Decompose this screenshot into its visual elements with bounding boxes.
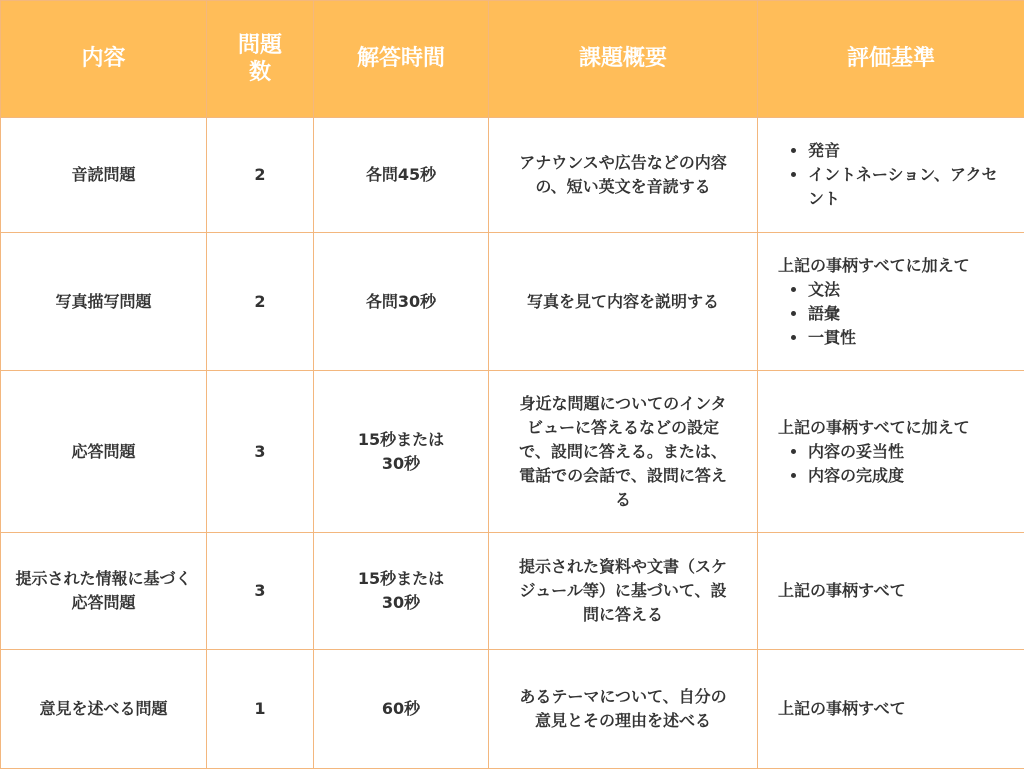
criteria-intro: 上記の事柄すべて — [778, 579, 1012, 603]
criteria-intro: 上記の事柄すべてに加えて — [778, 416, 1012, 440]
row-summary: アナウンスや広告などの内容の、短い英文を音読する — [489, 118, 758, 233]
header-criteria: 評価基準 — [758, 1, 1024, 118]
criteria-item: • イントネーション、アクセント — [808, 163, 1012, 211]
row-time — [314, 371, 489, 533]
criteria-item: • 発音 — [808, 139, 1012, 163]
table-row — [1, 533, 1024, 650]
row-criteria — [758, 371, 1024, 533]
row-content: 写真描写問題 — [1, 233, 207, 371]
row-count: 3 — [207, 533, 314, 650]
criteria-list — [778, 278, 1012, 350]
row-summary: 身近な問題についてのインタビューに答えるなどの設定で、設問に答える。または、電話での会話で、設問に答える — [489, 371, 758, 533]
criteria-list — [778, 440, 1012, 488]
table-row — [1, 650, 1024, 769]
header-task-summary: 課題概要 — [489, 1, 758, 118]
criteria-item: • 文法 — [808, 278, 1012, 302]
row-time: 各問45秒 — [314, 118, 489, 233]
criteria-item: • 一貫性 — [808, 326, 1012, 350]
row-count: 3 — [207, 371, 314, 533]
criteria-item: • 語彙 — [808, 302, 1012, 326]
header-question-count — [207, 1, 314, 118]
row-content: 意見を述べる問題 — [1, 650, 207, 769]
row-content: 音読問題 — [1, 118, 207, 233]
row-summary: あるテーマについて、自分の意見とその理由を述べる — [489, 650, 758, 769]
row-criteria — [758, 533, 1024, 650]
header-row — [1, 1, 1024, 118]
row-time: 各問30秒 — [314, 233, 489, 371]
header-answer-time: 解答時間 — [314, 1, 489, 118]
row-summary: 提示された資料や文書（スケジュール等）に基づいて、設問に答える — [489, 533, 758, 650]
criteria-item: • 内容の妥当性 — [808, 440, 1012, 464]
row-time: 60秒 — [314, 650, 489, 769]
table-row — [1, 233, 1024, 371]
header-question-count-label: 問題数 — [232, 32, 288, 87]
row-time — [314, 533, 489, 650]
criteria-item: • 内容の完成度 — [808, 464, 1012, 488]
row-criteria — [758, 233, 1024, 371]
table-row — [1, 118, 1024, 233]
row-count: 2 — [207, 118, 314, 233]
header-content: 内容 — [1, 1, 207, 118]
row-summary: 写真を見て内容を説明する — [489, 233, 758, 371]
row-content: 提示された情報に基づく応答問題 — [1, 533, 207, 650]
row-content: 応答問題 — [1, 371, 207, 533]
criteria-intro: 上記の事柄すべてに加えて — [778, 254, 1012, 278]
row-criteria — [758, 650, 1024, 769]
row-criteria — [758, 118, 1024, 233]
criteria-intro: 上記の事柄すべて — [778, 697, 1012, 721]
row-count: 2 — [207, 233, 314, 371]
row-count: 1 — [207, 650, 314, 769]
row-time-label: 15秒または30秒 — [351, 428, 451, 476]
table-row — [1, 371, 1024, 533]
row-time-label: 15秒または30秒 — [351, 567, 451, 615]
criteria-list — [778, 139, 1012, 211]
